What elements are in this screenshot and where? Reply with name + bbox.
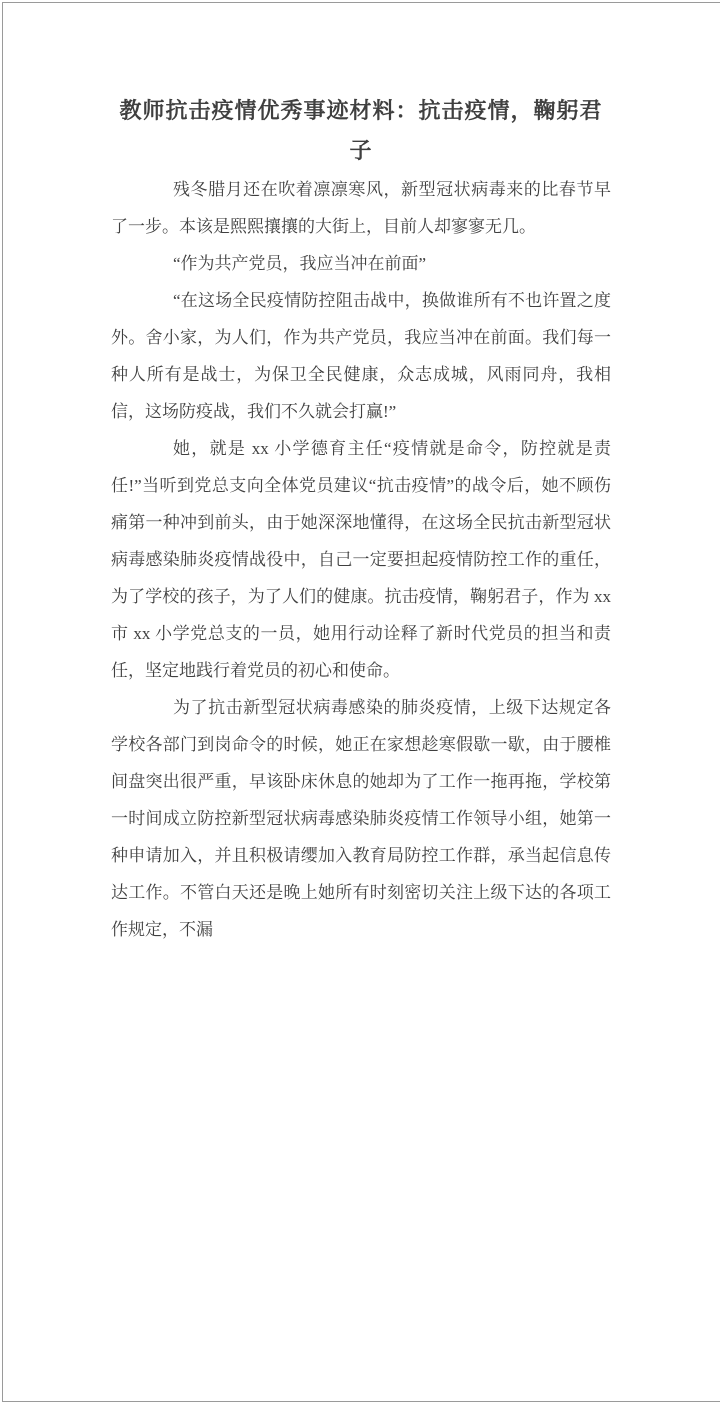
paragraph: “在这场全民疫情防控阻击战中，换做谁所有不也许置之度外。舍小家，为人们，作为共产党员，我应当冲在前面。我们每一种人所有是战士，为保卫全民健康，众志成城，风雨同舟，我相信，这场防疫战，我们不久就会打赢!”	[111, 291, 611, 421]
paragraph: 残冬腊月还在吹着凛凛寒风，新型冠状病毒来的比春节早了一步。本该是熙熙攘攘的大街上，目前人却寥寥无几。	[111, 180, 611, 236]
paragraph: 为了抗击新型冠状病毒感染的肺炎疫情，上级下达规定各学校各部门到岗命令的时候，她正在家想趁寒假歇一歇，由于腰椎间盘突出很严重，早该卧床休息的她却为了工作一拖再拖，学校第一时间成立防控新型冠状病毒感染肺炎疫情工作领导小组，她第一种申请加入，并且积极请缨加入教育局防控工作群，承当起信息传达工作。不管白天还是晚上她所有时刻密切关注上级下达的各项工作规定，不漏	[111, 698, 611, 939]
document-body	[111, 171, 611, 948]
document-page	[2, 2, 720, 1402]
paragraph: 她，就是 xx 小学德育主任“疫情就是命令，防控就是责任!”当听到党总支向全体党员建议“抗击疫情”的战令后，她不顾伤痛第一种冲到前头，由于她深深地懂得，在这场全民抗击新型冠状病毒感染肺炎疫情战役中，自己一定要担起疫情防控工作的重任，为了学校的孩子，为了人们的健康。抗击疫情，鞠躬君子，作为 xx 市 xx 小学党总支的一员，她用行动诠释了新时代党员的担当和责任，坚定地践行着党员的初心和使命。	[111, 439, 611, 680]
document-title: 教师抗击疫情优秀事迹材料：抗击疫情，鞠躬君子	[119, 98, 603, 163]
paragraph: “作为共产党员，我应当冲在前面”	[173, 254, 427, 273]
